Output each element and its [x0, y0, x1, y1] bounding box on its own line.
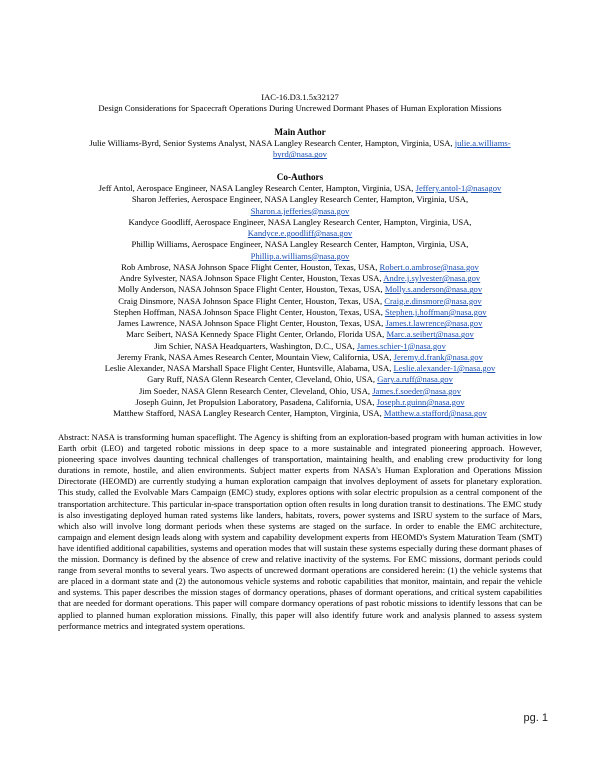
paper-header	[50, 92, 550, 115]
coauthor-line	[50, 228, 550, 239]
coauthor-line	[50, 183, 550, 194]
coauthor-line	[50, 363, 550, 374]
coauthor-email[interactable]: Craig.e.dinsmore@nasa.gov	[384, 295, 482, 306]
page-number: pg. 1	[523, 712, 548, 724]
coauthor-line	[50, 217, 550, 228]
coauthor-line	[50, 341, 550, 352]
coauthor-text: Kandyce Goodliff, Aerospace Engineer, NASA Langley Research Center, Hampton, Virginia, USA,	[128, 216, 472, 227]
coauthor-line	[50, 386, 550, 397]
coauthor-text: Andre Sylvester, NASA Johnson Space Flight Center, Houston, Texas USA,	[119, 273, 384, 283]
coauthor-email[interactable]: James.f.soeder@nasa.gov	[372, 385, 462, 396]
coauthor-line	[50, 374, 550, 385]
coauthor-text: Leslie Alexander, NASA Marshall Space Flight Center, Huntsville, Alabama, USA,	[104, 363, 394, 373]
coauthor-email[interactable]: Joseph.r.guinn@nasa.gov	[376, 396, 465, 407]
coauthor-email[interactable]: Phillip.a.williams@nasa.gov	[250, 250, 350, 261]
coauthor-text: Craig Dinsmore, NASA Johnson Space Flight Center, Houston, Texas, USA,	[118, 295, 385, 306]
coauthor-text: Molly Anderson, NASA Johnson Space Flight Center, Houston, Texas, USA,	[117, 284, 385, 295]
coauthor-email[interactable]: Gary.a.ruff@nasa.gov	[377, 374, 453, 385]
coauthor-text: Sharon Jefferies, Aerospace Engineer, NASA Langley Research Center, Hampton, Virginia, USA,	[131, 194, 469, 205]
coauthor-email[interactable]: Molly.s.anderson@nasa.gov	[384, 284, 483, 295]
coauthor-text: Phillip Williams, Aerospace Engineer, NASA Langley Research Center, Hampton, Virginia, USA,	[131, 239, 469, 250]
coauthor-line	[50, 329, 550, 340]
coauthors-list	[50, 183, 550, 419]
coauthor-line	[50, 239, 550, 250]
abstract-paragraph: Abstract: NASA is transforming human spaceflight. The Agency is shifting from an exploration-based program with human activities in low Earth orbit (LEO) and targeted robotic missions in deep space to a more sustainable and integrated pioneering approach. However, pioneering space involves daunting technical challenges of transportation, maintaining health, and enabling crew productivity for long durations in remote, hostile, and alien environments. Subject matter experts from NASA's Human Exploration and Operations Mission Directorate (HEOMD) are currently studying a human exploration campaign that involves deployment of assets for planetary exploration. This study, called the Evolvable Mars Campaign (EMC) study, explores options with solar electric propulsion as a central component of the transportation architecture. This particular in-space transportation option often results in long duration transit to destinations. The EMC study is also investigating deployed human rated systems like landers, habitats, rovers, power systems and ISRU system to the surface of Mars, which also will involve long dormant periods when these systems are staged on the surface. In order to enable the EMC architecture, campaign and element design leads along with system and capability development experts from HEOMD's System Maturation Team (SMT) have identified additional capabilities, systems and operation modes that will sustain these systems especially during these dormant phases of the mission. Dormancy is defined by the absence of crew and relative inactivity of the systems. For EMC missions, dormant periods could range from several months to several years. Two aspects of uncrewed dormant operations are considered herein: (1) the vehicle systems that are placed in a dormant state and (2) the autonomous vehicle systems and robotic capabilities that monitor, maintain, and repair the vehicle and systems. This paper describes the mission stages of dormancy operations, phases of dormant operations, and critical system capabilities that are needed for dormant operations. This paper will compare dormancy operations of past robotic missions to identify lessons that can be applied to planned human exploration missions. Finally, this paper will also identify future work and analysis planned to assess system performance metrics and integrated system operations.	[58, 432, 542, 631]
coauthor-line	[50, 284, 550, 295]
coauthor-email[interactable]: Kandyce.e.goodliff@nasa.gov	[247, 228, 353, 238]
coauthor-email[interactable]: Matthew.a.stafford@nasa.gov	[383, 408, 487, 418]
coauthor-line	[50, 251, 550, 262]
coauthor-email[interactable]: James.schier-1@nasa.gov	[356, 340, 446, 351]
coauthor-line	[50, 408, 550, 419]
coauthor-email[interactable]: James.t.lawrence@nasa.gov	[385, 318, 483, 328]
coauthor-line	[50, 206, 550, 217]
coauthor-line	[50, 296, 550, 307]
coauthor-text: Marc Seibert, NASA Kennedy Space Flight Center, Orlando, Florida USA,	[126, 329, 387, 340]
coauthor-email[interactable]: Marc.a.seibert@nasa.gov	[386, 329, 474, 340]
coauthor-line	[50, 273, 550, 284]
main-author-email-cont[interactable]: byrd@nasa.gov	[273, 149, 327, 160]
coauthor-line	[50, 352, 550, 363]
main-author-email[interactable]: julie.a.williams-	[454, 138, 511, 148]
paper-title: Design Considerations for Spacecraft Operations During Uncrewed Dormant Phases of Human Exploration Missions	[98, 103, 502, 114]
coauthor-line	[50, 307, 550, 318]
coauthor-text: Joseph Guinn, Jet Propulsion Laboratory, Pasadena, California, USA,	[135, 396, 377, 407]
coauthor-email[interactable]: Jeffery.antol-1@nasagov	[415, 183, 502, 193]
coauthor-text: Rob Ambrose, NASA Johnson Space Flight Center, Houston, Texas, USA,	[121, 261, 380, 272]
coauthor-email[interactable]: Robert.o.ambrose@nasa.gov	[379, 261, 479, 272]
main-author	[50, 138, 550, 161]
coauthor-text: Jim Schier, NASA Headquarters, Washington, D.C., USA,	[154, 340, 357, 351]
coauthor-line	[50, 262, 550, 273]
coauthor-line	[50, 397, 550, 408]
coauthor-line	[50, 194, 550, 205]
coauthor-email[interactable]: Sharon.a.jefferies@nasa.gov	[250, 205, 350, 216]
coauthor-email[interactable]: Andre.j.sylvester@nasa.gov	[383, 273, 481, 283]
coauthor-text: Gary Ruff, NASA Glenn Research Center, Cleveland, Ohio, USA,	[147, 374, 378, 385]
coauthor-line	[50, 318, 550, 329]
coauthor-text: James Lawrence, NASA Johnson Space Flight Center, Houston, Texas, USA,	[117, 318, 386, 328]
main-author-heading: Main Author	[274, 127, 326, 137]
main-author-text: Julie Williams-Byrd, Senior Systems Analyst, NASA Langley Research Center, Hampton, Virginia, USA,	[89, 138, 455, 148]
coauthor-text: Jeremy Frank, NASA Ames Research Center, Mountain View, California, USA,	[117, 351, 394, 362]
coauthor-text: Jim Soeder, NASA Glenn Research Center, Cleveland, Ohio, USA,	[138, 385, 373, 396]
coauthor-email[interactable]: Leslie.alexander-1@nasa.gov	[393, 363, 496, 373]
coauthor-text: Jeff Antol, Aerospace Engineer, NASA Langley Research Center, Hampton, Virginia, USA,	[98, 183, 416, 193]
coauthors-heading: Co-Authors	[276, 172, 324, 182]
coauthor-text: Stephen Hoffman, NASA Johnson Space Flight Center, Houston, Texas, USA,	[113, 306, 385, 317]
coauthor-email[interactable]: Jeremy.d.frank@nasa.gov	[393, 351, 483, 362]
coauthor-email[interactable]: Stephen.j.hoffman@nasa.gov	[385, 306, 487, 317]
coauthor-text: Matthew Stafford, NASA Langley Research Center, Hampton, Virginia, USA,	[113, 408, 384, 418]
paper-id: IAC-16.D3.1.5x32127	[261, 92, 339, 102]
